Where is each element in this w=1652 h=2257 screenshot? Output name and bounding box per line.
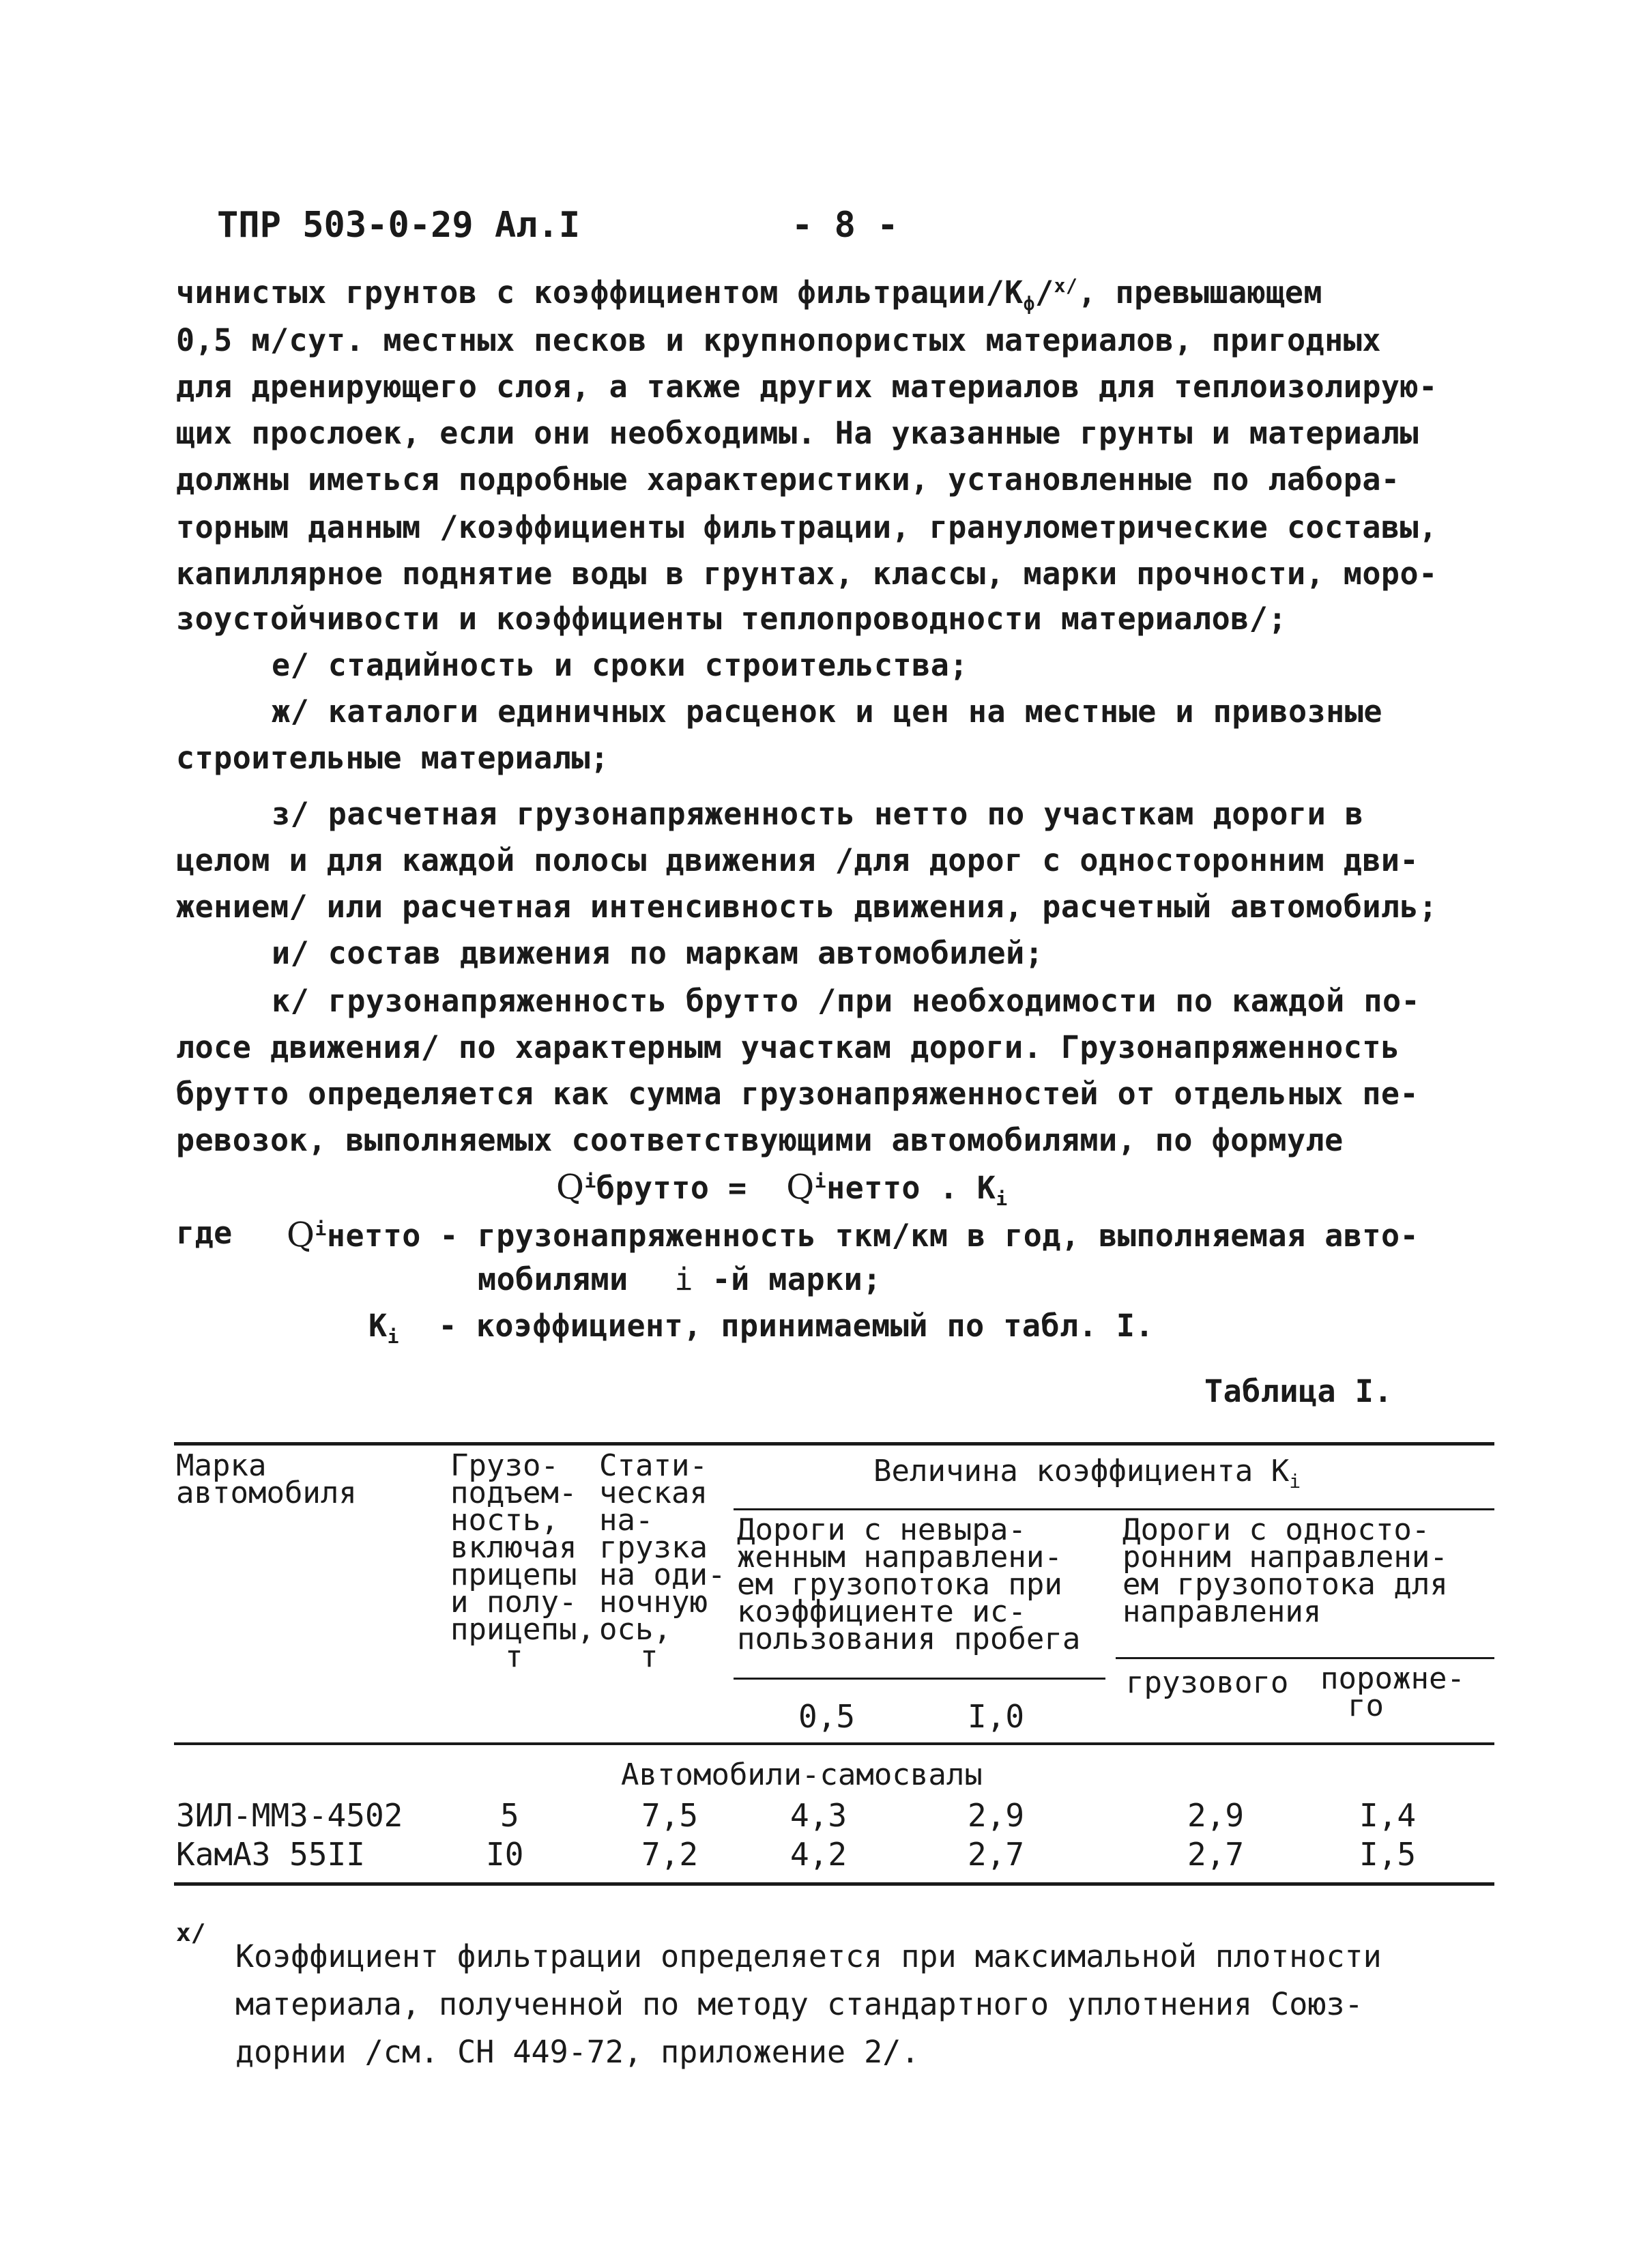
document-code: ТПР 503-0-29 Ал.I	[217, 205, 581, 246]
subgroup-rule-right	[1116, 1657, 1494, 1659]
col-header-axle-load	[599, 1448, 726, 1674]
footnote-line: дорнии /см. СН 449-72, приложение 2/.	[235, 2034, 920, 2070]
text-run: , превышающем	[1077, 274, 1323, 311]
header-text: ем грузопотока при	[737, 1567, 1062, 1602]
table-row-k05: 4,3	[790, 1797, 847, 1834]
header-text: Величина коэффициента К	[873, 1454, 1290, 1489]
subscript: i	[387, 1325, 399, 1348]
header-text: Марка	[176, 1448, 267, 1483]
body-line: должны иметься подробные характеристики, установленные по лабора-	[176, 461, 1400, 498]
header-text: автомобиля	[176, 1476, 357, 1510]
table-row-load: 7,2	[641, 1836, 699, 1873]
header-text: ось,	[599, 1612, 671, 1647]
where-def-k	[368, 1308, 1154, 1348]
footnote-mark: х/	[176, 1919, 206, 1947]
footnote-line: Коэффициент фильтрации определяется при максимальной плотности	[235, 1938, 1382, 1974]
text-run: нетто . К	[826, 1170, 996, 1206]
subscript: i	[1289, 1469, 1301, 1493]
list-item-z: з/ расчетная грузонапряженность нетто по участкам дороги в	[272, 796, 1364, 832]
col-subgroup-oneway	[1122, 1512, 1448, 1629]
body-line: зоустойчивости и коэффициенты теплопроводности материалов/;	[176, 601, 1287, 637]
body-line: брутто определяется как сумма грузонапряженностей от отдельных пе-	[176, 1076, 1419, 1112]
header-bottom-rule	[174, 1742, 1494, 1745]
header-text: Стати-	[599, 1448, 708, 1483]
text-run: i	[674, 1261, 693, 1297]
body-line: капиллярное поднятие воды в грунтах, классы, марки прочности, моро-	[176, 556, 1438, 592]
header-text: Дороги с односто-	[1122, 1512, 1430, 1547]
list-item-i: и/ состав движения по маркам автомобилей;	[272, 935, 1044, 971]
text-run: чинистых грунтов с коэффициентом фильтрации/К	[176, 274, 1024, 311]
footnote-line: материала, полученной по методу стандартного уплотнения Союз-	[235, 1986, 1363, 2022]
superscript: i	[584, 1170, 596, 1192]
header-text: пользования пробега	[737, 1622, 1081, 1656]
text-run: - коэффициент, принимаемый по табл. I.	[438, 1308, 1155, 1344]
formula-symbol: Q	[287, 1215, 315, 1254]
where-def-q	[287, 1215, 1419, 1254]
body-line: для дренирующего слоя, а также других материалов для теплоизолирую-	[176, 369, 1438, 405]
body-line: щих прослоек, если они необходимы. На указанные грунты и материалы	[176, 415, 1419, 451]
header-text: женным направлени-	[737, 1540, 1062, 1575]
body-line: целом и для каждой полосы движения /для дорог с односторонним дви-	[176, 842, 1419, 878]
text-run: мобилями	[478, 1261, 628, 1297]
superscript: i	[814, 1170, 827, 1192]
where-def-q-cont	[478, 1261, 882, 1297]
header-text: ческая	[599, 1476, 708, 1510]
where-label: где	[176, 1215, 233, 1251]
header-text: го	[1348, 1688, 1384, 1723]
text-run: -й марки;	[712, 1261, 882, 1297]
subscript: ф	[1023, 292, 1036, 315]
header-text: направления	[1122, 1594, 1322, 1629]
body-line: жением/ или расчетная интенсивность движения, расчетный автомобиль;	[176, 889, 1438, 925]
table-row-name: КамАЗ 55II	[176, 1836, 365, 1873]
table-row-capacity: 5	[500, 1797, 519, 1834]
list-item-k: к/ грузонапряженность брутто /при необходимости по каждой по-	[272, 983, 1421, 1019]
superscript: х/	[1054, 274, 1078, 297]
page-number: - 8 -	[792, 205, 899, 246]
col-header-empty	[1320, 1661, 1465, 1723]
body-line: ревозок, выполняемых соответствующими автомобилями, по формуле	[176, 1122, 1344, 1158]
formula-symbol: Q	[786, 1167, 815, 1207]
list-item-e: е/ стадийность и сроки строительства;	[272, 647, 968, 683]
header-text: прицепы	[450, 1557, 577, 1592]
table-row-name: ЗИЛ-ММЗ-4502	[176, 1797, 403, 1834]
col-header-car	[176, 1448, 357, 1510]
text-run: нетто - грузонапряженность ткм/км в год, выполняемая авто-	[326, 1218, 1419, 1254]
table-row-kpor: I,5	[1359, 1836, 1417, 1873]
header-text: и полу-	[450, 1585, 577, 1620]
list-item-zh: ж/ каталоги единичных расценок и цен на местные и привозные	[272, 693, 1382, 730]
header-text: на-	[599, 1503, 654, 1538]
formula	[556, 1167, 1008, 1210]
table-row-capacity: I0	[486, 1836, 524, 1873]
table-section-title: Автомобили-самосвалы	[621, 1757, 983, 1792]
header-text: ночную	[599, 1585, 708, 1620]
header-text: ем грузопотока для	[1122, 1567, 1448, 1602]
header-text: ронним направлени-	[1122, 1540, 1448, 1575]
col-header-loaded: грузового	[1126, 1665, 1289, 1700]
col-subgroup-undirected	[737, 1512, 1081, 1656]
header-text: порожне-	[1320, 1661, 1465, 1696]
col-header-1-0: I,0	[968, 1698, 1025, 1735]
header-text: на оди-	[599, 1557, 726, 1592]
table-row-kpor: I,4	[1359, 1797, 1417, 1834]
body-line	[176, 274, 1322, 315]
header-text: грузка	[599, 1530, 708, 1565]
header-text: прицепы,	[450, 1612, 595, 1647]
table-row-kgr: 2,7	[1187, 1836, 1245, 1873]
header-text: ность,	[450, 1503, 559, 1538]
text-run: брутто =	[596, 1170, 747, 1206]
superscript: i	[315, 1218, 327, 1240]
table-row-k05: 4,2	[790, 1836, 847, 1873]
table-row-k10: 2,7	[968, 1836, 1025, 1873]
group-rule	[734, 1508, 1494, 1510]
formula-symbol: К	[368, 1308, 388, 1344]
body-line: строительные материалы;	[176, 740, 609, 776]
header-text: Дороги с невыра-	[737, 1512, 1026, 1547]
formula-symbol: Q	[556, 1167, 585, 1207]
subgroup-rule-left	[734, 1678, 1105, 1680]
col-header-0-5: 0,5	[798, 1698, 856, 1735]
header-text: включая	[450, 1530, 577, 1565]
header-unit: т	[640, 1639, 658, 1674]
subscript: i	[996, 1188, 1008, 1210]
table-top-rule	[174, 1442, 1494, 1446]
table-row-k10: 2,9	[968, 1797, 1025, 1834]
header-text: Грузо-	[450, 1448, 559, 1483]
body-line: лосе движения/ по характерным участкам дороги. Грузонапряженность	[176, 1029, 1400, 1065]
header-text: коэффициенте ис-	[737, 1594, 1026, 1629]
text-run: /	[1035, 274, 1054, 311]
body-line: торным данным /коэффициенты фильтрации, гранулометрические составы,	[176, 509, 1438, 545]
col-group-coefficient	[873, 1454, 1301, 1493]
col-header-capacity	[450, 1448, 595, 1674]
header-text: подъем-	[450, 1476, 577, 1510]
table-row-kgr: 2,9	[1187, 1797, 1245, 1834]
table-bottom-rule	[174, 1882, 1494, 1886]
body-line: 0,5 м/сут. местных песков и крупнопористых материалов, пригодных	[176, 322, 1381, 358]
table-caption: Таблица I.	[1204, 1373, 1393, 1409]
header-unit: т	[505, 1639, 523, 1674]
table-row-load: 7,5	[641, 1797, 699, 1834]
